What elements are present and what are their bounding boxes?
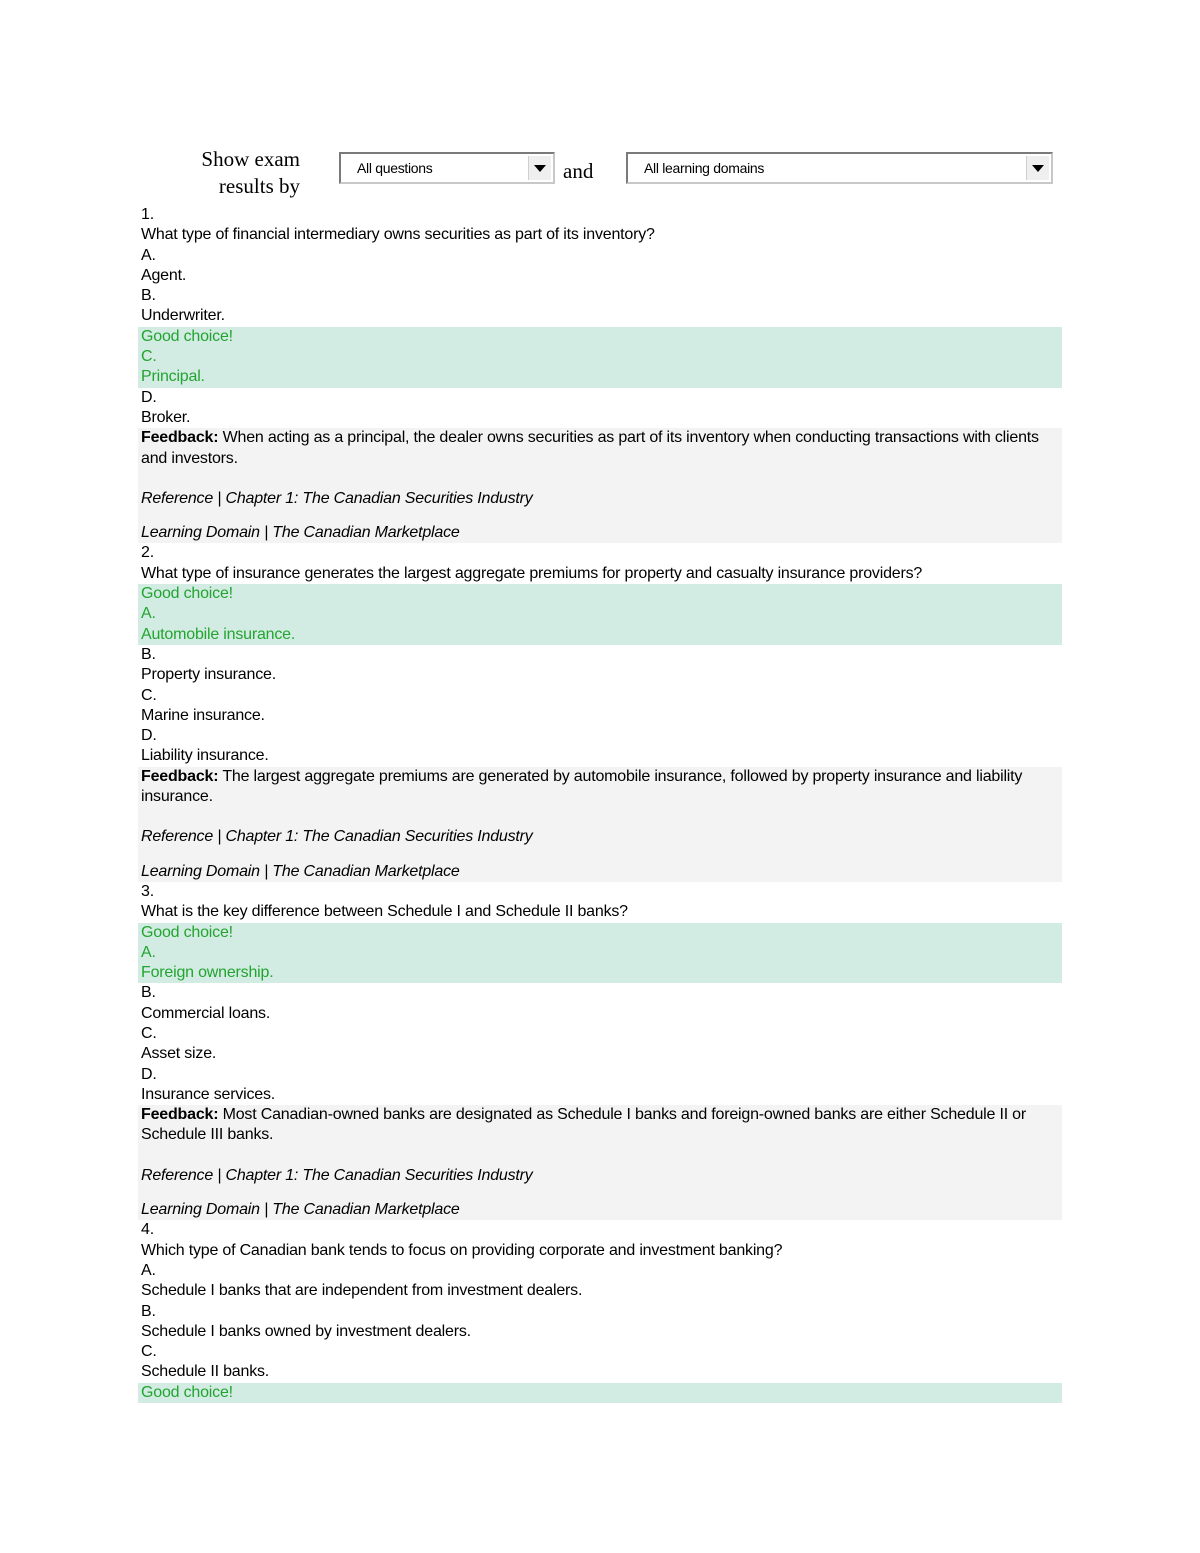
exam-results: [138, 205, 1062, 1403]
feedback-label: Feedback:: [141, 1106, 219, 1124]
question-text: What type of financial intermediary owns securities as part of its inventory?: [141, 226, 655, 244]
questions-select-value: All questions: [357, 160, 433, 176]
option-letter: C.: [141, 1343, 157, 1361]
answer-option: [138, 645, 1062, 686]
question-number: 3.: [141, 882, 154, 900]
chevron-down-icon: [1032, 165, 1044, 172]
answer-option: [138, 388, 1062, 429]
questions-select-dropdown-button[interactable]: [528, 156, 551, 180]
correct-indicator: Good choice!: [141, 923, 233, 941]
learning-domain-text: Learning Domain | The Canadian Marketplace: [141, 862, 460, 880]
answer-option: [138, 286, 1062, 327]
feedback-label: Feedback:: [141, 429, 219, 447]
option-text: Liability insurance.: [141, 747, 269, 765]
question-text: What is the key difference between Schedule I and Schedule II banks?: [141, 903, 628, 921]
option-text: Schedule I banks that are independent from investment dealers.: [141, 1282, 583, 1300]
reference-text: Reference | Chapter 1: The Canadian Securities Industry: [141, 828, 533, 846]
answer-option: [138, 1024, 1062, 1065]
option-text: Marine insurance.: [141, 706, 265, 724]
answer-option: [138, 327, 1062, 388]
option-letter: C.: [141, 348, 157, 366]
option-text: Agent.: [141, 266, 187, 284]
option-letter: D.: [141, 388, 157, 406]
option-text: Asset size.: [141, 1045, 217, 1063]
option-letter: A.: [141, 605, 156, 623]
learning-domain-text: Learning Domain | The Canadian Marketplace: [141, 524, 460, 542]
option-text: Principal.: [141, 368, 205, 386]
spacer: [141, 1186, 1062, 1200]
option-text: Schedule I banks owned by investment dealers.: [141, 1322, 471, 1340]
option-text: Automobile insurance.: [141, 625, 296, 643]
question-text: Which type of Canadian bank tends to focus on providing corporate and investment banking?: [141, 1241, 783, 1259]
question-number: 2.: [141, 544, 154, 562]
feedback-panel: [138, 767, 1062, 882]
domains-select[interactable]: [626, 152, 1053, 184]
question-number: 4.: [141, 1221, 154, 1239]
answer-option: [138, 1261, 1062, 1302]
question-block: [138, 1220, 1062, 1403]
option-letter: C.: [141, 686, 157, 704]
option-text: Insurance services.: [141, 1085, 276, 1103]
filter-label-line2: results by: [218, 174, 300, 198]
feedback-text: [141, 428, 1062, 469]
option-letter: C.: [141, 1024, 157, 1042]
feedback-text: [141, 1105, 1062, 1146]
feedback-panel: [138, 1105, 1062, 1220]
feedback-body: The largest aggregate premiums are generated by automobile insurance, followed by property insurance and liability insurance.: [141, 767, 1023, 806]
domains-select-dropdown-button[interactable]: [1026, 156, 1049, 180]
reference-text: Reference | Chapter 1: The Canadian Securities Industry: [141, 489, 533, 507]
answer-option: [138, 584, 1062, 645]
option-letter: B.: [141, 287, 156, 305]
answer-option: [138, 1065, 1062, 1106]
question-block: [138, 205, 1062, 543]
feedback-text: [141, 767, 1062, 808]
option-text: Property insurance.: [141, 666, 276, 684]
option-letter: D.: [141, 1065, 157, 1083]
option-text: Underwriter.: [141, 307, 225, 325]
reference-text: Reference | Chapter 1: The Canadian Securities Industry: [141, 1166, 533, 1184]
answer-option: [138, 983, 1062, 1024]
question-number: 1.: [141, 206, 154, 223]
option-text: Commercial loans.: [141, 1004, 271, 1022]
domains-select-value: All learning domains: [644, 160, 765, 176]
option-letter: B.: [141, 1302, 156, 1320]
filter-bar: [0, 0, 1200, 205]
option-letter: D.: [141, 727, 157, 745]
learning-domain-text: Learning Domain | The Canadian Marketplace: [141, 1201, 460, 1219]
filter-connector: and: [563, 159, 594, 183]
spacer: [141, 1146, 1062, 1166]
chevron-down-icon: [534, 165, 546, 172]
correct-indicator: Good choice!: [141, 327, 233, 345]
question-block: [138, 882, 1062, 1220]
question-text: What type of insurance generates the largest aggregate premiums for property and casualty insurance providers?: [141, 564, 923, 582]
option-letter: A.: [141, 246, 156, 264]
feedback-body: When acting as a principal, the dealer owns securities as part of its inventory when conducting transactions with clients and investors.: [141, 429, 1039, 467]
option-text: Broker.: [141, 408, 191, 426]
answer-option: [138, 1302, 1062, 1343]
option-letter: B.: [141, 984, 156, 1002]
option-text: Schedule II banks.: [141, 1363, 270, 1381]
answer-option: [138, 686, 1062, 727]
option-letter: A.: [141, 1261, 156, 1279]
spacer: [141, 509, 1062, 523]
questions-select[interactable]: [339, 152, 555, 184]
option-text: Foreign ownership.: [141, 964, 274, 982]
feedback-body: Most Canadian-owned banks are designated as Schedule I banks and foreign-owned banks are either Schedule II or Schedule III banks.: [141, 1106, 1027, 1144]
answer-option: [138, 1383, 1062, 1403]
option-letter: B.: [141, 645, 156, 663]
option-letter: A.: [141, 943, 156, 961]
spacer: [141, 848, 1062, 862]
answer-option: [138, 726, 1062, 767]
correct-indicator: Good choice!: [141, 585, 233, 603]
spacer: [141, 807, 1062, 827]
question-block: [138, 543, 1062, 881]
feedback-label: Feedback:: [141, 767, 219, 785]
filter-label-line1: Show exam: [201, 147, 300, 171]
spacer: [141, 469, 1062, 489]
answer-option: [138, 1342, 1062, 1383]
correct-indicator: Good choice!: [141, 1383, 233, 1401]
answer-option: [138, 246, 1062, 287]
feedback-panel: [138, 428, 1062, 543]
answer-option: [138, 923, 1062, 984]
filter-label: [178, 146, 300, 200]
